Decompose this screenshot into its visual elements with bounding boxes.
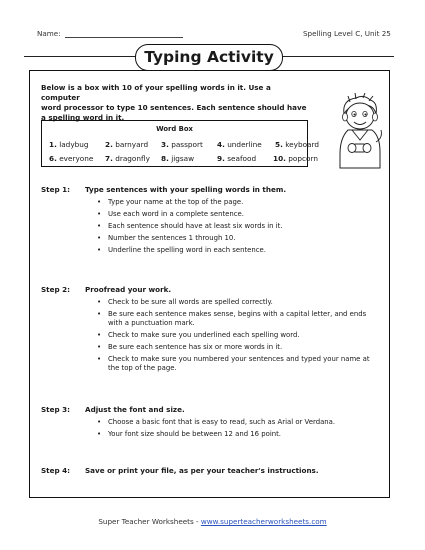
word-item: 1. ladybug xyxy=(49,140,89,149)
list-item: • Check to make sure you underlined each spelling word. xyxy=(97,331,377,340)
child-clipart-image xyxy=(330,92,390,170)
list-item: • Number the sentences 1 through 10. xyxy=(97,234,377,243)
step-4-label: Step 4: xyxy=(41,466,71,475)
step-3-label: Step 3: xyxy=(41,405,71,414)
list-item: • Be sure each sentence makes sense, begins with a capital letter, and ends with a punctuation mark. xyxy=(97,310,377,328)
step-4-heading: Save or print your file, as per your teacher's instructions. xyxy=(85,466,319,475)
step-3-list xyxy=(97,418,377,442)
name-field xyxy=(37,29,183,38)
list-item: • Be sure each sentence has six or more words in it. xyxy=(97,343,377,352)
step-2-list xyxy=(97,298,377,376)
word-box xyxy=(41,120,320,167)
step-3-heading: Adjust the font and size. xyxy=(85,405,185,414)
word-item: 10. popcorn xyxy=(273,154,318,163)
level-unit-label: Spelling Level C, Unit 25 xyxy=(303,29,391,38)
list-item: • Type your name at the top of the page. xyxy=(97,198,377,207)
footer-website-link[interactable]: www.superteacherworksheets.com xyxy=(200,517,327,526)
word-item: 3. passport xyxy=(161,140,203,149)
list-item: • Check to be sure all words are spelled correctly. xyxy=(97,298,377,307)
list-item: • Your font size should be between 12 and 16 point. xyxy=(97,430,377,439)
list-item: • Each sentence should have at least six words in it. xyxy=(97,222,377,231)
step-2-label: Step 2: xyxy=(41,285,71,294)
page-title: Typing Activity xyxy=(135,44,283,71)
word-item: 4. underline xyxy=(217,140,262,149)
name-blank-line xyxy=(65,30,183,38)
list-item: • Choose a basic font that is easy to read, such as Arial or Verdana. xyxy=(97,418,377,427)
name-label: Name: xyxy=(37,29,61,38)
step-2-heading: Proofread your work. xyxy=(85,285,172,294)
word-item: 2. barnyard xyxy=(105,140,149,149)
word-box-title: Word Box xyxy=(156,125,193,133)
word-item: 8. jigsaw xyxy=(161,154,195,163)
step-1-label: Step 1: xyxy=(41,185,71,194)
footer xyxy=(0,517,425,526)
footer-text: Super Teacher Worksheets - xyxy=(98,517,201,526)
step-1-heading: Type sentences with your spelling words in them. xyxy=(85,185,287,194)
list-item: • Check to make sure you numbered your sentences and typed your name at the top of the page. xyxy=(97,355,377,373)
step-1-list xyxy=(97,198,377,258)
word-item: 7. dragonfly xyxy=(105,154,150,163)
word-item: 5. keyboard xyxy=(275,140,320,149)
list-item: • Underline the spelling word in each sentence. xyxy=(97,246,377,255)
word-item: 9. seafood xyxy=(217,154,257,163)
word-item: 6. everyone xyxy=(49,154,94,163)
list-item: • Use each word in a complete sentence. xyxy=(97,210,377,219)
intro-text: Below is a box with 10 of your spelling words in it. Use a computer word processor to type 10 sentences. Each sentence should have a spelling word in it. xyxy=(41,83,307,122)
